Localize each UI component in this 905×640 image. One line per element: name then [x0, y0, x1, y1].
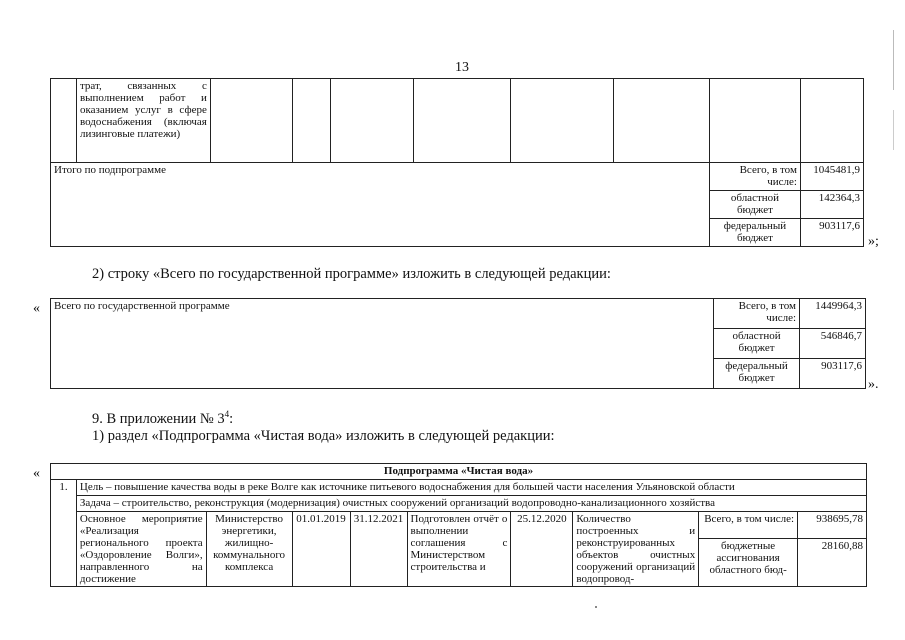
start-date: 01.01.2019	[292, 512, 350, 587]
expense-description: трат, связанных с выполнением работ и оказанием услуг в сфере водоснабжения (включая лизинговые платежи)	[76, 79, 210, 163]
fin-value: 142364,3	[800, 191, 863, 219]
fin-value: 28160,88	[821, 540, 863, 552]
fin-label: бюджетные ассигнования областного бюд-	[709, 540, 787, 576]
fin-value: 1449964,3	[800, 299, 866, 329]
paragraph: 2) строку «Всего по государственной программе» изложить в следующей редакции:	[92, 266, 611, 282]
paragraph: 1) раздел «Подпрограмма «Чистая вода» изложить в следующей редакции:	[92, 428, 555, 444]
clean-water-table	[50, 463, 867, 587]
fin-label: Всего, в том числе:	[699, 512, 797, 539]
result-date: 25.12.2020	[511, 512, 573, 587]
subprogram-header: Подпрограмма «Чистая вода»	[51, 464, 867, 480]
open-quote: «	[33, 466, 40, 481]
fin-label: областной бюджет	[714, 329, 800, 359]
close-quote: ».	[868, 377, 879, 392]
program-total-label: Всего по государственной программе	[51, 299, 714, 389]
goal-text: Цель – повышение качества воды в реке Волге как источнике питьевого водоснабжения для большей части населения Ульяновской области	[76, 480, 866, 496]
paragraph: 9. В приложении № $3^4$:	[92, 409, 234, 427]
subprogram-total-label: Итого по подпрограмме	[51, 163, 710, 247]
open-quote: «	[33, 301, 40, 316]
fin-label: федеральный бюджет	[709, 219, 800, 247]
activity-text: Основное мероприятие «Реализация регионального проекта «Оздоровление Волги», направленного на достижение	[76, 512, 206, 587]
fin-label: областной бюджет	[709, 191, 800, 219]
task-text: Задача – строительство, реконструкция (модернизация) очистных сооружений организаций водопроводно-канализационного хозяйства	[76, 496, 866, 512]
executor-text: Министерство энергетики, жилищно-коммунального комплекса	[206, 512, 292, 587]
indicator-text: Количество построенных и реконструированных объектов очистных сооружений организаций водопровод-	[573, 512, 699, 587]
scan-artifact	[595, 606, 597, 608]
fin-label: Всего, в том числе:	[714, 299, 800, 329]
row-number: 1.	[51, 480, 77, 587]
page-number: 13	[455, 60, 469, 75]
fin-value: 546846,7	[800, 329, 866, 359]
fin-value: 1045481,9	[800, 163, 863, 191]
fin-value: 938695,78	[798, 512, 866, 539]
fin-value: 903117,6	[800, 219, 863, 247]
result-text: Подготовлен отчёт о выполнении соглашения с Министерством строительства и	[407, 512, 511, 587]
close-quote: »;	[868, 234, 879, 249]
program-total-table	[50, 298, 866, 389]
fin-value: 903117,6	[800, 359, 866, 389]
fin-label: Всего, в том числе:	[709, 163, 800, 191]
scan-artifact	[893, 110, 894, 150]
subprogram-total-table	[50, 78, 864, 247]
fin-label: федеральный бюджет	[714, 359, 800, 389]
scan-artifact	[893, 30, 894, 90]
end-date: 31.12.2021	[350, 512, 407, 587]
